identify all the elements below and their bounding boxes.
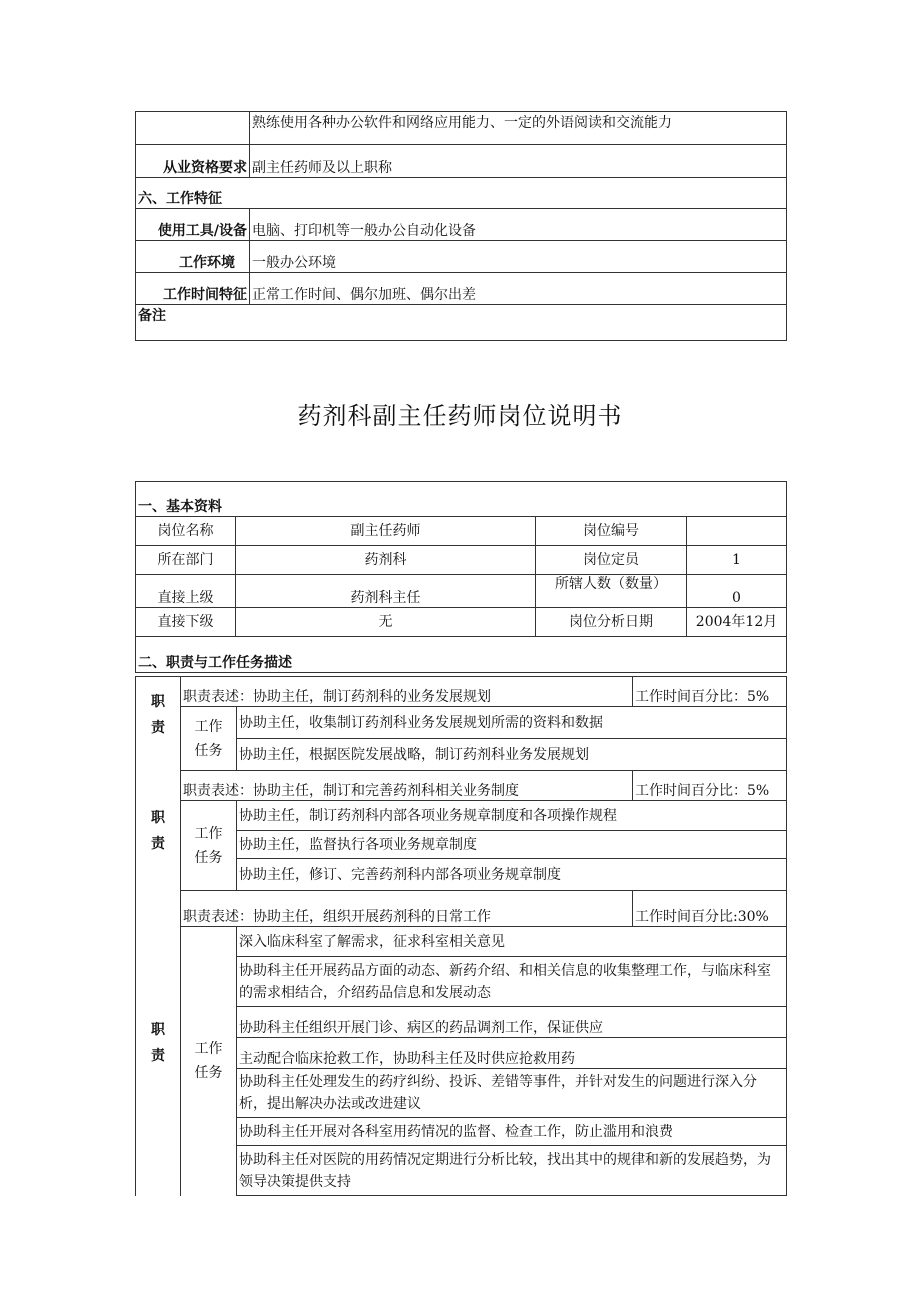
duties-heading: 二、职责与工作任务描述 [136,637,787,673]
task-item: 协助主任，制订药剂科内部各项业务规章制度和各项操作规程 [237,801,787,831]
environment-value: 一般办公环境 [250,241,787,273]
basic-value: 副主任药师 [236,517,536,546]
basic-label: 岗位定员 [536,546,687,575]
side-char: 责 [151,1048,165,1064]
environment-label: 工作环境 [136,241,250,273]
basic-label [536,575,687,608]
task-label-text: 任务 [194,849,223,866]
side-char: 责 [151,720,165,736]
basic-label: 岗位编号 [536,517,687,546]
task-label-text: 工作 [194,1041,223,1058]
basic-value: 1 [687,546,787,575]
task-item: 协助科主任组织开展门诊、病区的药品调剂工作，保证供应 [237,1007,787,1038]
task-item: 协助主任，监督执行各项业务规章制度 [237,831,787,859]
remarks-label: 备注 [136,305,787,341]
basic-value [687,517,787,546]
task-label-text: 任务 [194,1065,223,1082]
duty-side-label-2 [136,771,181,891]
document-title: 药剂科副主任药师岗位说明书 [297,402,623,430]
side-char: 职 [151,809,165,826]
duty-pct-3: 工作时间百分比:30% [633,891,787,927]
basic-value: 2004年12月 [687,608,787,637]
side-char: 职 [151,694,165,710]
task-item: 协助科主任开展对各科室用药情况的监督、检查工作，防止滥用和浪费 [237,1118,787,1146]
task-item: 协助科主任处理发生的药疗纠纷、投诉、差错等事件，并针对发生的问题进行深入分析，提出解决办法或改进建议 [237,1069,787,1118]
task-item: 协助主任，收集制订药剂科业务发展规划所需的资料和数据 [237,707,787,739]
task-item: 主动配合临床抢救工作，协助科主任及时供应抢救用药 [237,1038,787,1069]
qualification-label: 从业资格要求 [136,145,250,178]
basic-label: 岗位名称 [136,517,236,546]
basic-value: 0 [687,575,787,608]
duty-side-label-1 [136,677,181,771]
duties-table [135,676,787,1196]
basic-value: 药剂科 [236,546,536,575]
duty-desc-1: 职责表述：协助主任，制订药剂科的业务发展规划 [181,677,633,707]
task-item: 协助科主任对医院的用药情况定期进行分析比较，找出其中的规律和新的发展趋势，为领导决策提供支持 [237,1146,787,1196]
duty-desc-2: 职责表述：协助主任，制订和完善药剂科相关业务制度 [181,771,633,801]
skill-text: 熟练使用各种办公软件和网络应用能力、一定的外语阅读和交流能力 [250,112,787,145]
duty-pct-2: 工作时间百分比：5% [633,771,787,801]
section6-heading: 六、工作特征 [136,178,787,209]
qualification-value: 副主任药师及以上职称 [250,145,787,178]
side-char: 职 [151,1022,165,1038]
basic-info-table [135,481,787,673]
job-features-table [135,111,787,341]
task-label-text: 工作 [194,825,223,842]
task-label-2 [181,801,237,891]
basic-value: 无 [236,608,536,637]
hours-label: 工作时间特征 [136,273,250,305]
basic-label: 岗位分析日期 [536,608,687,637]
headcount-label-text: 所辖人数（数量） [555,576,667,592]
basic-label: 直接下级 [136,608,236,637]
task-item: 协助主任，修订、完善药剂科内部各项业务规章制度 [237,859,787,891]
task-item: 协助科主任开展药品方面的动态、新药介绍、和相关信息的收集整理工作，与临床科室的需求相结合，介绍药品信息和发展动态 [237,957,787,1007]
task-item: 协助主任，根据医院发展战略，制订药剂科业务发展规划 [237,739,787,771]
skill-label-cell [136,112,250,145]
task-label-1 [181,707,237,771]
duty-pct-1: 工作时间百分比：5% [633,677,787,707]
task-label-3 [181,927,237,1196]
basic-value: 药剂科主任 [236,575,536,608]
duty-side-label-3 [136,891,181,1196]
hours-value: 正常工作时间、偶尔加班、偶尔出差 [250,273,787,305]
basic-label: 所在部门 [136,546,236,575]
basic-label: 直接上级 [136,575,236,608]
tools-value: 电脑、打印机等一般办公自动化设备 [250,209,787,241]
duty-desc-3: 职责表述：协助主任，组织开展药剂科的日常工作 [181,891,633,927]
task-label-text: 工作 [194,718,223,735]
side-char: 责 [151,835,165,852]
tools-label: 使用工具/设备 [136,209,250,241]
task-label-text: 任务 [194,742,223,759]
basic-heading: 一、基本资料 [136,482,787,517]
task-item: 深入临床科室了解需求，征求科室相关意见 [237,927,787,957]
